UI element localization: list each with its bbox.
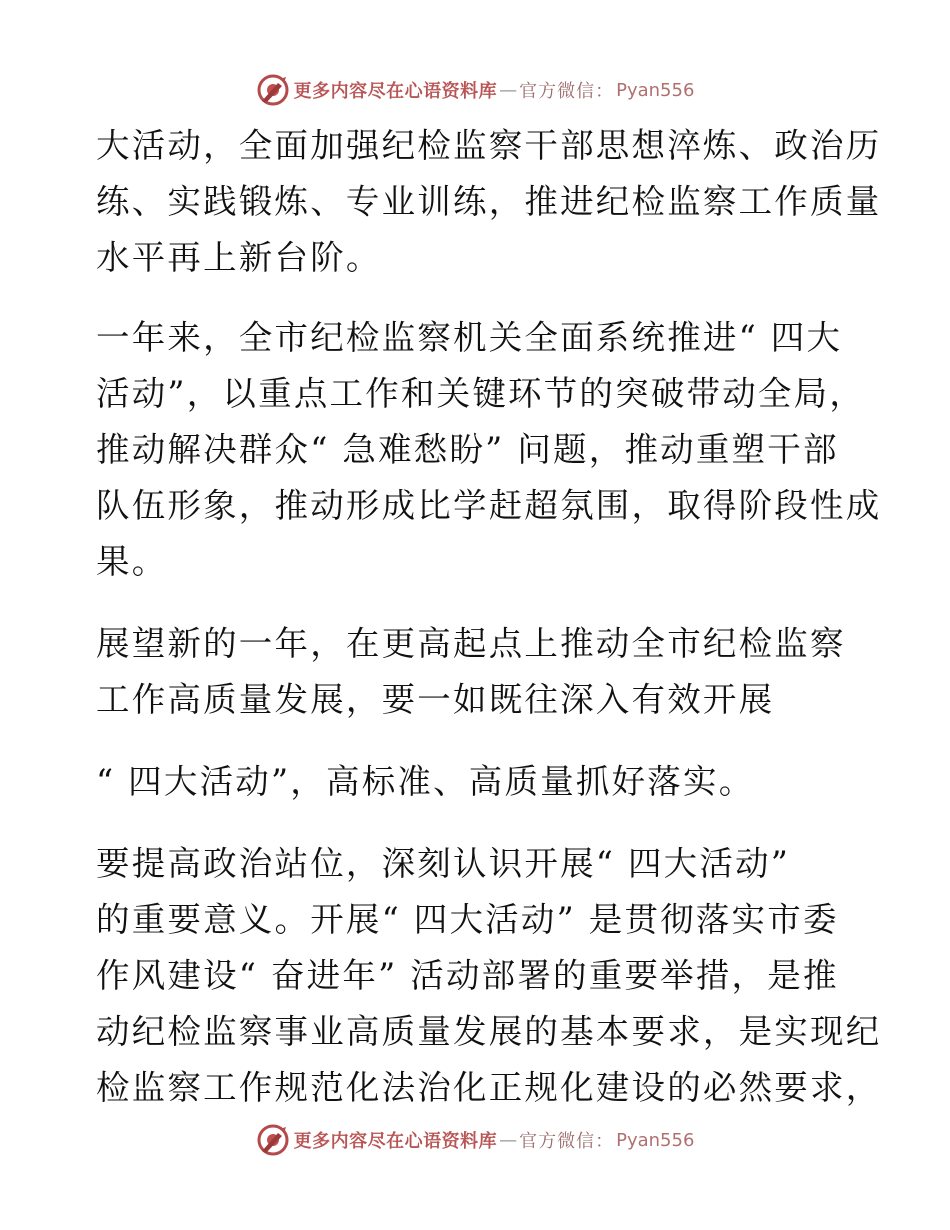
footer-brand-text: 更多内容尽在心语资料库 <box>293 1131 498 1152</box>
brand-logo-icon <box>256 1123 290 1157</box>
paragraph-4 <box>96 754 856 810</box>
text-line: 大活动，全面加强纪检监察干部思想淬炼、政治历 <box>96 126 882 165</box>
paragraph-1 <box>96 118 882 286</box>
text-line: 水平再上新台阶。 <box>96 238 382 277</box>
footer-watermark <box>0 1120 950 1160</box>
footer-separator: — <box>499 1129 518 1151</box>
text-line: 检监察工作规范化法治化正规化建设的必然要求， <box>96 1068 882 1107</box>
brand-logo-icon <box>256 73 290 107</box>
footer-wechat-id: Pyan556 <box>616 1129 695 1151</box>
paragraph-5 <box>96 836 882 1116</box>
text-line: 的重要意义。开展“ 四大活动” 是贯彻落实市委 <box>96 900 839 939</box>
text-line: 工作高质量发展，要一如既往深入有效开展 <box>96 680 775 719</box>
paragraph-2 <box>96 310 882 590</box>
text-line: 作风建设“ 奋进年” 活动部署的重要举措，是推 <box>96 956 839 995</box>
text-line: 动纪检监察事业高质量发展的基本要求，是实现纪 <box>96 1012 882 1051</box>
text-line: 队伍形象，推动形成比学赶超氛围，取得阶段性成 <box>96 486 882 525</box>
header-wechat-id: Pyan556 <box>616 79 695 101</box>
text-line: 推动解决群众“ 急难愁盼” 问题，推动重塑干部 <box>96 430 839 469</box>
text-line: 活动”，以重点工作和关键环节的突破带动全局， <box>96 374 866 413</box>
text-line: 展望新的一年，在更高起点上推动全市纪检监察 <box>96 624 846 663</box>
header-contact-label: 官方微信： <box>519 81 615 102</box>
text-line: “ 四大活动”，高标准、高质量抓好落实。 <box>96 762 755 801</box>
paragraph-3 <box>96 616 856 728</box>
text-line: 一年来，全市纪检监察机关全面系统推进“ 四大 <box>96 318 843 357</box>
document-body <box>96 118 882 1116</box>
header-watermark <box>0 70 950 110</box>
text-line: 要提高政治站位，深刻认识开展“ 四大活动” <box>96 844 791 883</box>
header-brand-text: 更多内容尽在心语资料库 <box>293 81 498 102</box>
text-line: 果。 <box>96 542 168 581</box>
text-line: 练、实践锻炼、专业训练，推进纪检监察工作质量 <box>96 182 882 221</box>
footer-contact-label: 官方微信： <box>519 1131 615 1152</box>
header-separator: — <box>499 79 518 101</box>
